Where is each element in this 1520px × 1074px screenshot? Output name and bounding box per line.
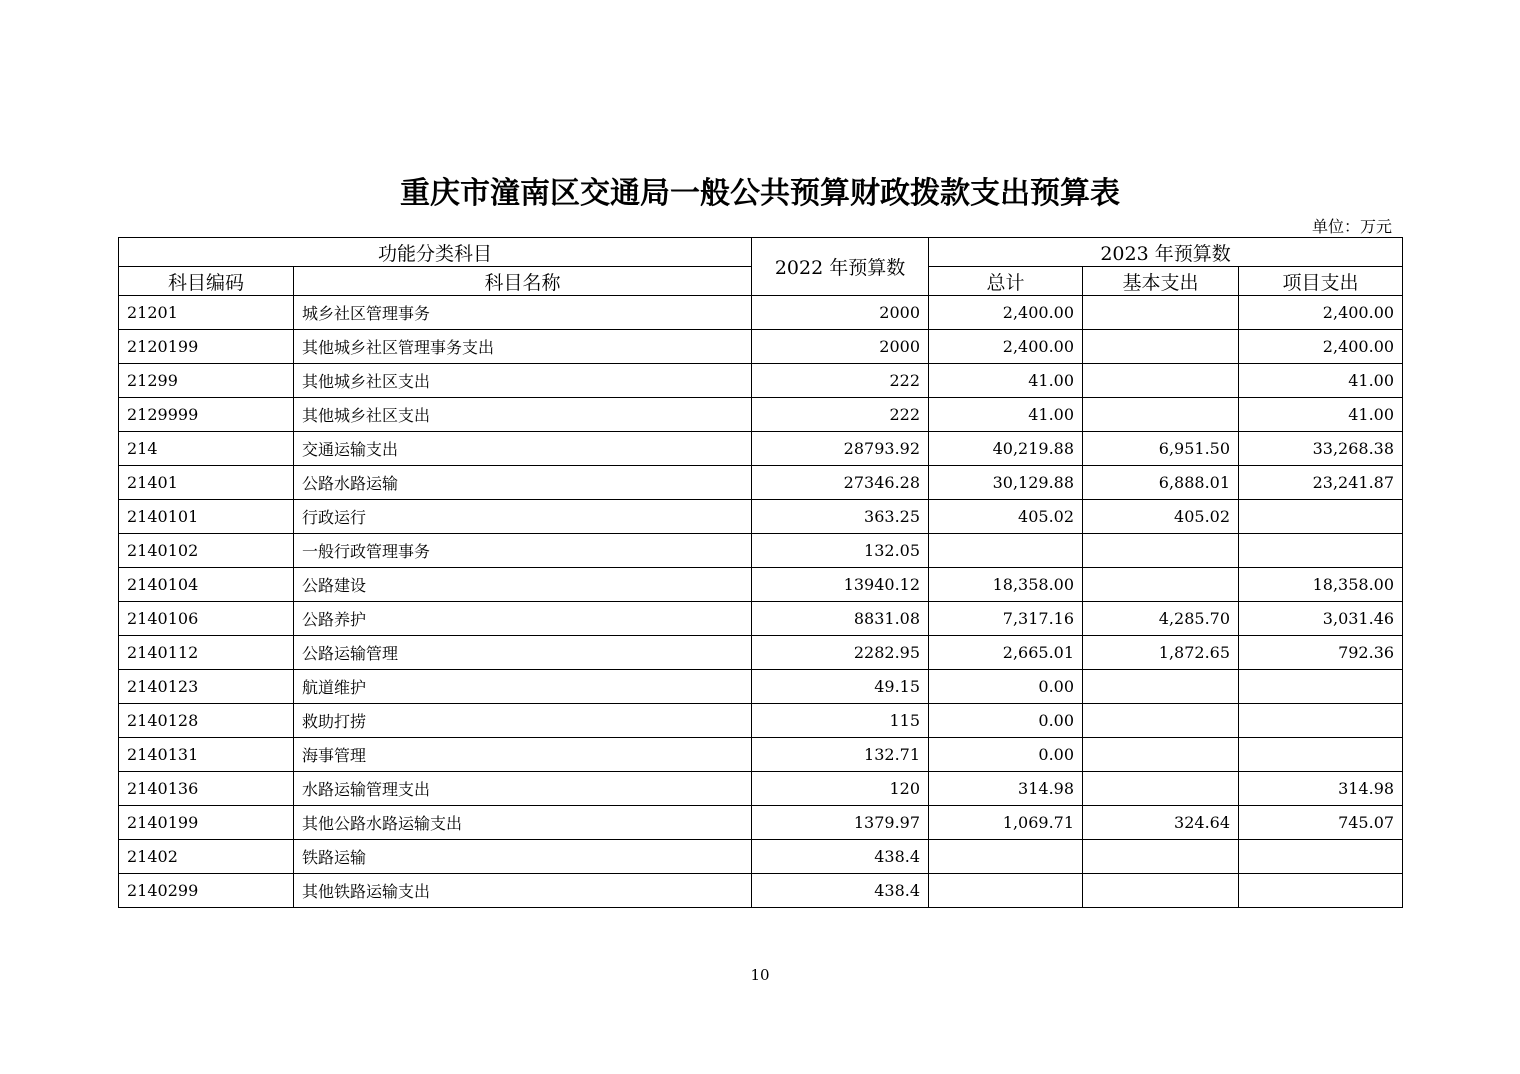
cell-basic: 4,285.70 (1083, 602, 1239, 636)
cell-project: 18,358.00 (1239, 568, 1403, 602)
table-row (119, 772, 1403, 806)
cell-name: 行政运行 (294, 500, 752, 534)
cell-name: 公路建设 (294, 568, 752, 602)
cell-basic: 324.64 (1083, 806, 1239, 840)
cell-name: 铁路运输 (294, 840, 752, 874)
cell-code: 2140102 (119, 534, 294, 568)
table-row (119, 840, 1403, 874)
cell-total: 314.98 (929, 772, 1083, 806)
cell-name: 一般行政管理事务 (294, 534, 752, 568)
table-row (119, 330, 1403, 364)
cell-total: 2,400.00 (929, 330, 1083, 364)
budget-table (118, 237, 1403, 908)
cell-basic (1083, 330, 1239, 364)
cell-name: 其他铁路运输支出 (294, 874, 752, 908)
cell-name: 其他城乡社区支出 (294, 364, 752, 398)
cell-budget-2022: 222 (752, 398, 929, 432)
cell-budget-2022: 8831.08 (752, 602, 929, 636)
cell-code: 21401 (119, 466, 294, 500)
table-row (119, 874, 1403, 908)
cell-basic (1083, 398, 1239, 432)
table-header (119, 238, 1403, 296)
cell-budget-2022: 115 (752, 704, 929, 738)
cell-budget-2022: 27346.28 (752, 466, 929, 500)
cell-total: 1,069.71 (929, 806, 1083, 840)
unit-label: 单位：万元 (1311, 217, 1392, 236)
cell-project: 2,400.00 (1239, 330, 1403, 364)
cell-project: 745.07 (1239, 806, 1403, 840)
cell-basic (1083, 738, 1239, 772)
cell-project: 2,400.00 (1239, 296, 1403, 330)
cell-budget-2022: 132.05 (752, 534, 929, 568)
cell-code: 2140101 (119, 500, 294, 534)
cell-name: 救助打捞 (294, 704, 752, 738)
table-row (119, 738, 1403, 772)
cell-project: 314.98 (1239, 772, 1403, 806)
header-name: 科目名称 (294, 267, 752, 296)
cell-total: 2,400.00 (929, 296, 1083, 330)
cell-name: 海事管理 (294, 738, 752, 772)
table-row (119, 466, 1403, 500)
cell-total: 41.00 (929, 364, 1083, 398)
cell-budget-2022: 13940.12 (752, 568, 929, 602)
cell-code: 2129999 (119, 398, 294, 432)
cell-basic: 1,872.65 (1083, 636, 1239, 670)
cell-basic (1083, 296, 1239, 330)
cell-budget-2022: 2000 (752, 296, 929, 330)
header-total: 总计 (929, 267, 1083, 296)
cell-total (929, 534, 1083, 568)
cell-budget-2022: 222 (752, 364, 929, 398)
table-row (119, 432, 1403, 466)
cell-code: 214 (119, 432, 294, 466)
cell-budget-2022: 2282.95 (752, 636, 929, 670)
cell-budget-2022: 438.4 (752, 840, 929, 874)
cell-code: 2140106 (119, 602, 294, 636)
cell-code: 2140104 (119, 568, 294, 602)
cell-budget-2022: 120 (752, 772, 929, 806)
cell-name: 航道维护 (294, 670, 752, 704)
cell-budget-2022: 132.71 (752, 738, 929, 772)
table-row (119, 364, 1403, 398)
cell-name: 公路养护 (294, 602, 752, 636)
cell-budget-2022: 438.4 (752, 874, 929, 908)
cell-basic (1083, 840, 1239, 874)
table-row (119, 296, 1403, 330)
cell-code: 2140112 (119, 636, 294, 670)
cell-budget-2022: 1379.97 (752, 806, 929, 840)
cell-code: 2140299 (119, 874, 294, 908)
cell-budget-2022: 49.15 (752, 670, 929, 704)
cell-name: 城乡社区管理事务 (294, 296, 752, 330)
cell-total (929, 840, 1083, 874)
cell-project: 23,241.87 (1239, 466, 1403, 500)
table-row (119, 704, 1403, 738)
cell-project: 41.00 (1239, 364, 1403, 398)
header-code: 科目编码 (119, 267, 294, 296)
table-row (119, 398, 1403, 432)
cell-budget-2022: 2000 (752, 330, 929, 364)
cell-total: 2,665.01 (929, 636, 1083, 670)
table-row (119, 602, 1403, 636)
table-body (119, 296, 1403, 908)
cell-budget-2022: 28793.92 (752, 432, 929, 466)
cell-project: 792.36 (1239, 636, 1403, 670)
page-number: 10 (750, 966, 770, 984)
cell-basic (1083, 704, 1239, 738)
cell-code: 2120199 (119, 330, 294, 364)
cell-total: 7,317.16 (929, 602, 1083, 636)
cell-project: 3,031.46 (1239, 602, 1403, 636)
cell-code: 2140123 (119, 670, 294, 704)
cell-project (1239, 534, 1403, 568)
cell-total: 40,219.88 (929, 432, 1083, 466)
cell-project (1239, 704, 1403, 738)
cell-name: 其他城乡社区支出 (294, 398, 752, 432)
cell-name: 公路水路运输 (294, 466, 752, 500)
cell-name: 交通运输支出 (294, 432, 752, 466)
cell-name: 其他城乡社区管理事务支出 (294, 330, 752, 364)
cell-total: 41.00 (929, 398, 1083, 432)
header-budget-2022: 2022 年预算数 (752, 238, 929, 296)
cell-total: 0.00 (929, 670, 1083, 704)
cell-project: 41.00 (1239, 398, 1403, 432)
cell-budget-2022: 363.25 (752, 500, 929, 534)
header-row-1 (119, 238, 1403, 267)
cell-project (1239, 840, 1403, 874)
cell-code: 21299 (119, 364, 294, 398)
cell-total: 405.02 (929, 500, 1083, 534)
cell-basic (1083, 534, 1239, 568)
cell-code: 2140131 (119, 738, 294, 772)
cell-basic (1083, 874, 1239, 908)
cell-project (1239, 738, 1403, 772)
table-row (119, 500, 1403, 534)
cell-project: 33,268.38 (1239, 432, 1403, 466)
table-row (119, 534, 1403, 568)
header-budget-2023: 2023 年预算数 (929, 238, 1403, 267)
cell-basic: 6,888.01 (1083, 466, 1239, 500)
cell-basic (1083, 670, 1239, 704)
cell-total: 18,358.00 (929, 568, 1083, 602)
cell-code: 21201 (119, 296, 294, 330)
cell-total: 0.00 (929, 704, 1083, 738)
header-func-group: 功能分类科目 (119, 238, 752, 267)
page-title: 重庆市潼南区交通局一般公共预算财政拨款支出预算表 (400, 176, 1120, 211)
cell-code: 2140136 (119, 772, 294, 806)
cell-project (1239, 670, 1403, 704)
cell-code: 21402 (119, 840, 294, 874)
cell-total: 0.00 (929, 738, 1083, 772)
table-row (119, 636, 1403, 670)
table-row (119, 568, 1403, 602)
cell-basic: 6,951.50 (1083, 432, 1239, 466)
cell-total: 30,129.88 (929, 466, 1083, 500)
table-row (119, 670, 1403, 704)
cell-project (1239, 874, 1403, 908)
cell-basic: 405.02 (1083, 500, 1239, 534)
cell-code: 2140128 (119, 704, 294, 738)
cell-name: 公路运输管理 (294, 636, 752, 670)
cell-code: 2140199 (119, 806, 294, 840)
header-basic: 基本支出 (1083, 267, 1239, 296)
cell-basic (1083, 364, 1239, 398)
cell-total (929, 874, 1083, 908)
cell-project (1239, 500, 1403, 534)
table-row (119, 806, 1403, 840)
cell-name: 水路运输管理支出 (294, 772, 752, 806)
cell-basic (1083, 568, 1239, 602)
cell-name: 其他公路水路运输支出 (294, 806, 752, 840)
header-project: 项目支出 (1239, 267, 1403, 296)
cell-basic (1083, 772, 1239, 806)
